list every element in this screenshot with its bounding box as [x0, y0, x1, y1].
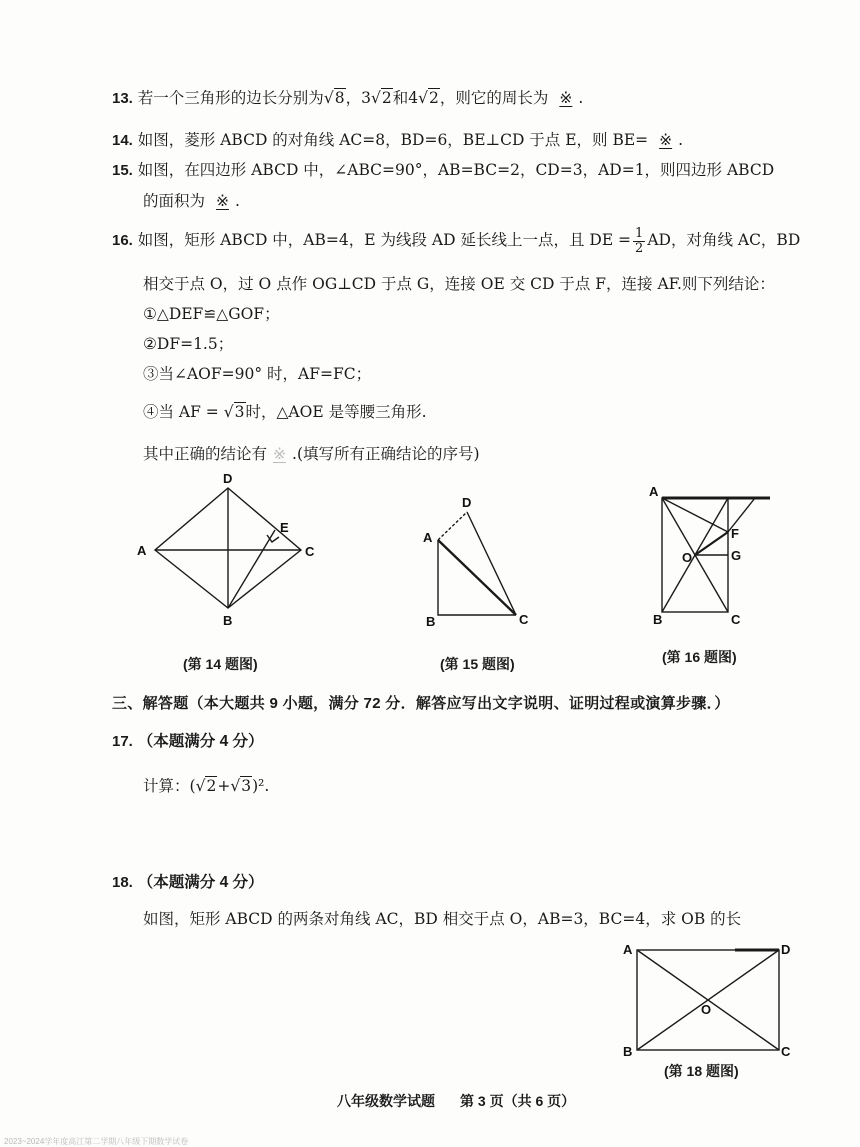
- question-15: [112, 158, 774, 180]
- label-O: O: [682, 550, 693, 565]
- question-18: [112, 870, 264, 892]
- figure-15-quadrilateral: [420, 490, 540, 630]
- conclusion-3: ③当∠AOF=90° 时，AF=FC；: [143, 365, 372, 383]
- figure-16-caption: (第 16 题图): [662, 649, 737, 665]
- watermark: 2023~2024学年度高江第二学期八年级下期数学试卷: [4, 1137, 189, 1146]
- label-A: A: [623, 942, 633, 957]
- answer-blank: ※: [215, 192, 229, 210]
- sqrt-expression: √8: [323, 89, 345, 107]
- label-B: B: [426, 614, 436, 629]
- figure-14-rhombus: [125, 470, 325, 630]
- question-16-line2: 相交于点 O，过 O 点作 OG⊥CD 于点 G，连接 OE 交 CD 于点 F，连接 AF.则下列结论：: [143, 275, 775, 293]
- question-18-body: 如图，矩形 ABCD 的两条对角线 AC，BD 相交于点 O，AB=3，BC=4，求 OB 的长: [143, 910, 742, 928]
- question-16-answer: 其中正确的结论有 ※ .(填写所有正确结论的序号): [143, 445, 480, 463]
- question-score: （本题满分 4 分）: [137, 874, 264, 891]
- label-B: B: [623, 1044, 633, 1059]
- answer-blank: ※: [559, 89, 573, 107]
- sqrt-expression: √3: [223, 403, 245, 421]
- label-A: A: [649, 484, 659, 499]
- question-number: 18.: [112, 874, 133, 891]
- question-number: 14.: [112, 132, 133, 149]
- figure-18-caption: (第 18 题图): [664, 1063, 739, 1079]
- label-D: D: [462, 495, 472, 510]
- sqrt-expression: √3: [230, 777, 252, 795]
- figure-14-caption: (第 14 题图): [183, 656, 258, 672]
- figure-16-rectangle: [645, 480, 775, 630]
- label-F: F: [731, 526, 739, 541]
- question-17: [112, 729, 264, 751]
- question-number: 17.: [112, 733, 133, 750]
- question-16: 16. 如图，矩形 ABCD 中，AB=4，E 为线段 AD 延长线上一点，且 DE = $\frac{1}{2}$ AD，对角线 AC，BD: [112, 226, 801, 256]
- section-heading: 三、解答题（本大题共 9 小题，满分 72 分．解答应写出文字说明、证明过程或演算步骤．）: [112, 695, 730, 712]
- question-text: 如图，矩形 ABCD 中，AB=4，E 为线段 AD 延长线上一点，且 DE =: [137, 231, 632, 250]
- sqrt-expression: √2: [195, 777, 217, 795]
- question-text: 如图，菱形 ABCD 的对角线 AC=8，BD=6，BE⊥CD 于点 E，则 BE=: [137, 131, 649, 149]
- label-C: C: [519, 612, 529, 627]
- answer-blank: ※: [659, 131, 673, 149]
- question-13: 13. 若一个三角形的边长分别为√8，3√2和4√2，则它的周长为 ※ .: [112, 89, 584, 107]
- footer-subject: 八年级数学试题: [337, 1093, 435, 1109]
- conclusion-1: ①△DEF≌△GOF；: [143, 305, 280, 323]
- footer-page: 第 3 页（共 6 页）: [460, 1093, 576, 1109]
- question-17-body: 计算：(√2+√3)².: [143, 777, 270, 795]
- sqrt-expression: √2: [418, 89, 439, 107]
- label-G: G: [731, 548, 742, 563]
- question-number: 16.: [112, 232, 133, 250]
- conclusion-2: ②DF=1.5；: [143, 335, 234, 353]
- label-A: A: [137, 543, 147, 558]
- label-B: B: [223, 613, 233, 628]
- label-D: D: [223, 471, 233, 486]
- question-score: （本题满分 4 分）: [137, 733, 264, 750]
- question-text: 如图，在四边形 ABCD 中，∠ABC=90°，AB=BC=2，CD=3，AD=1，则四边形 ABCD: [137, 161, 775, 179]
- question-number: 15.: [112, 162, 133, 179]
- label-B: B: [653, 612, 663, 627]
- label-D: D: [781, 942, 791, 957]
- sqrt-expression: √2: [370, 89, 392, 107]
- question-number: 13.: [112, 90, 133, 107]
- label-C: C: [305, 544, 315, 559]
- label-O: O: [701, 1002, 712, 1017]
- label-E: E: [280, 520, 289, 535]
- label-A: A: [423, 530, 433, 545]
- conclusion-4: ④当 AF = √3时，△AOE 是等腰三角形.: [143, 403, 427, 421]
- label-C: C: [781, 1044, 791, 1059]
- figure-18-rectangle: [615, 936, 795, 1064]
- question-15-line2: 的面积为 ※ .: [143, 192, 240, 210]
- label-C: C: [731, 612, 741, 627]
- question-text: 若一个三角形的边长分别为: [137, 89, 324, 107]
- figure-15-caption: (第 15 题图): [440, 656, 515, 672]
- fraction: $\frac{1}{2}$: [635, 226, 644, 256]
- answer-blank: ※: [273, 445, 287, 463]
- question-14: 14. 如图，菱形 ABCD 的对角线 AC=8，BD=6，BE⊥CD 于点 E，则 BE= ※ .: [112, 131, 684, 149]
